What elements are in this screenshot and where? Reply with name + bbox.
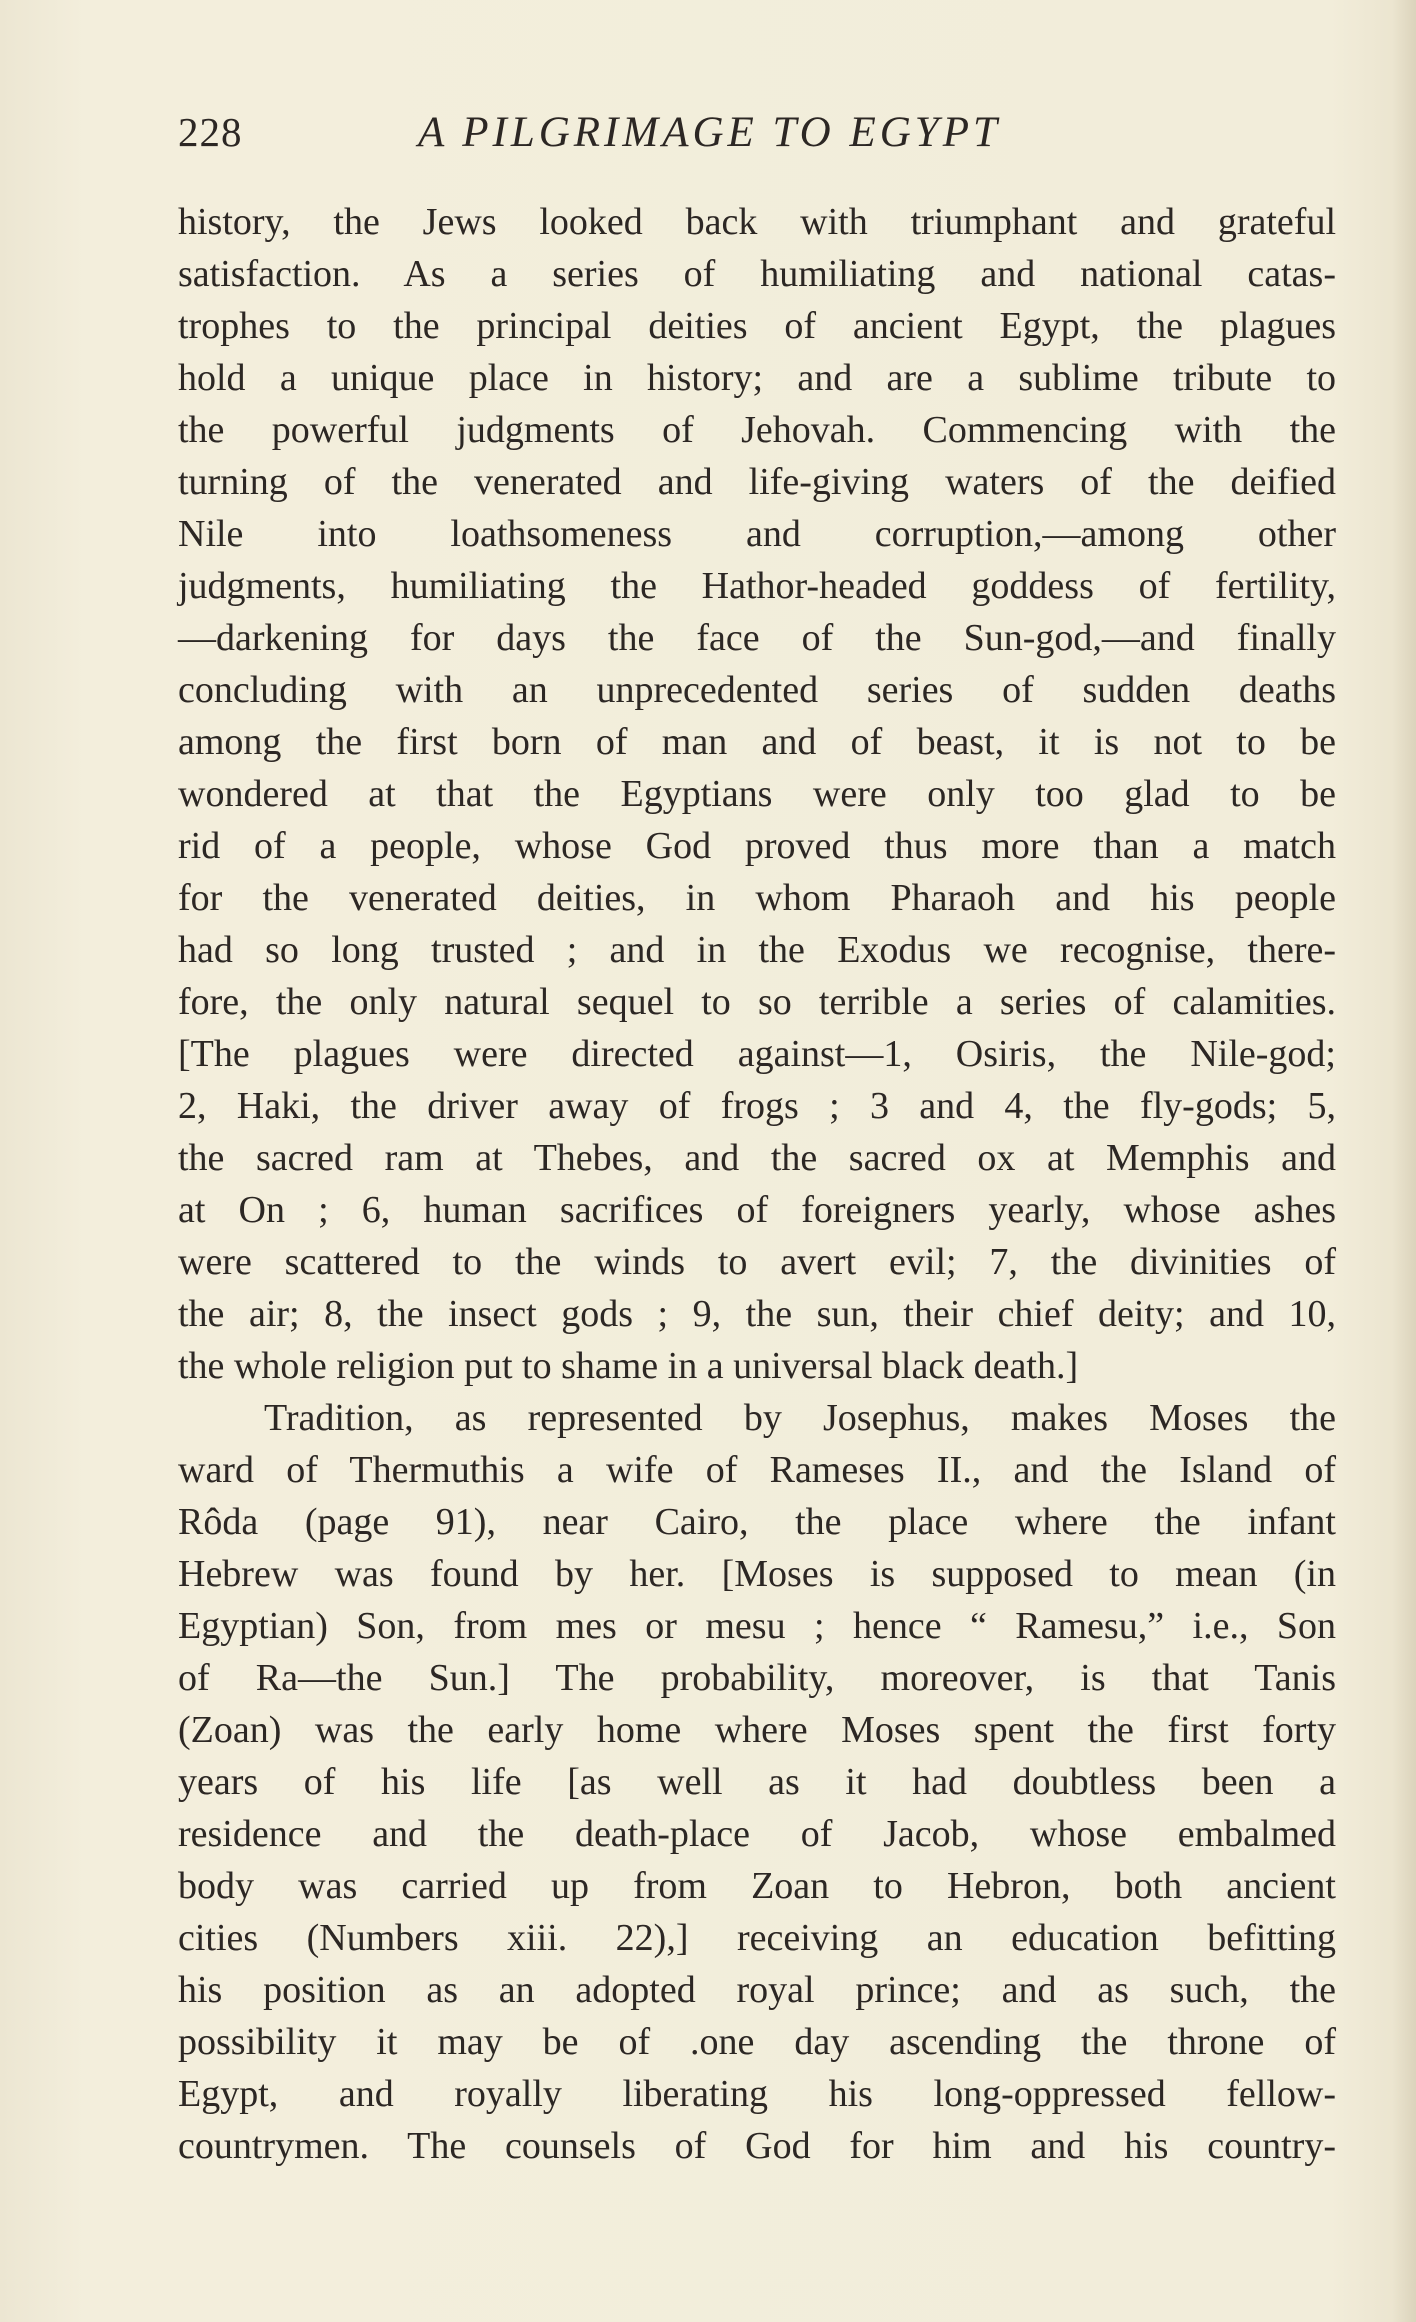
text-line: the sacred ram at Thebes, and the sacred ox at Memphis and — [178, 1137, 1336, 1179]
text-line: Nile into loathsomeness and corruption,—among other — [178, 513, 1336, 555]
text-line: ward of Thermuthis a wife of Rameses II., and the Island of — [178, 1449, 1336, 1491]
text-line: judgments, humiliating the Hathor-headed goddess of fertility, — [178, 565, 1336, 607]
text-line: residence and the death-place of Jacob, whose embalmed — [178, 1813, 1336, 1855]
text-line: the air; 8, the insect gods ; 9, the sun, their chief deity; and 10, — [178, 1293, 1336, 1335]
text-line: the powerful judgments of Jehovah. Commencing with the — [178, 409, 1336, 451]
text-line: Hebrew was found by her. [Moses is supposed to mean (in — [178, 1553, 1336, 1595]
text-line: possibility it may be of .one day ascending the throne of — [178, 2021, 1336, 2063]
text-line: his position as an adopted royal prince; and as such, the — [178, 1969, 1336, 2011]
running-header — [178, 108, 1338, 168]
text-line: history, the Jews looked back with triumphant and grateful — [178, 201, 1336, 243]
text-line: 2, Haki, the driver away of frogs ; 3 and 4, the fly-gods; 5, — [178, 1085, 1336, 1127]
text-line: [The plagues were directed against—1, Osiris, the Nile-god; — [178, 1033, 1336, 1075]
text-line: wondered at that the Egyptians were only too glad to be — [178, 773, 1336, 815]
text-line: —darkening for days the face of the Sun-god,—and finally — [178, 617, 1336, 659]
text-line: rid of a people, whose God proved thus more than a match — [178, 825, 1336, 867]
text-line: (Zoan) was the early home where Moses spent the first forty — [178, 1709, 1336, 1751]
text-line: turning of the venerated and life-giving waters of the deified — [178, 461, 1336, 503]
text-line: satisfaction. As a series of humiliating and national catas- — [178, 253, 1336, 295]
text-line: of Ra—the Sun.] The probability, moreover, is that Tanis — [178, 1657, 1336, 1699]
text-line: had so long trusted ; and in the Exodus we recognise, there- — [178, 929, 1336, 971]
text-line: at On ; 6, human sacrifices of foreigners yearly, whose ashes — [178, 1189, 1336, 1231]
text-line: for the venerated deities, in whom Pharaoh and his people — [178, 877, 1336, 919]
text-line: countrymen. The counsels of God for him and his country- — [178, 2125, 1336, 2167]
running-title: A PILGRIMAGE TO EGYPT — [418, 109, 1001, 156]
text-line: trophes to the principal deities of ancient Egypt, the plagues — [178, 305, 1336, 347]
text-line: Egyptian) Son, from mes or mesu ; hence “ Ramesu,” i.e., Son — [178, 1605, 1336, 1647]
body-text — [178, 196, 1336, 2172]
text-line: Rôda (page 91), near Cairo, the place where the infant — [178, 1501, 1336, 1543]
text-line: concluding with an unprecedented series of sudden deaths — [178, 669, 1336, 711]
text-line: cities (Numbers xiii. 22),] receiving an education befitting — [178, 1917, 1336, 1959]
text-line: among the first born of man and of beast, it is not to be — [178, 721, 1336, 763]
page-number: 228 — [178, 109, 243, 155]
text-line: Egypt, and royally liberating his long-oppressed fellow- — [178, 2073, 1336, 2115]
text-line: Tradition, as represented by Josephus, makes Moses the — [264, 1397, 1336, 1439]
text-line: hold a unique place in history; and are a sublime tribute to — [178, 357, 1336, 399]
text-line: the whole religion put to shame in a universal black death.] — [178, 1345, 1079, 1387]
text-line: body was carried up from Zoan to Hebron, both ancient — [178, 1865, 1336, 1907]
page-edge-shadow — [1392, 0, 1416, 2322]
text-line: years of his life [as well as it had doubtless been a — [178, 1761, 1336, 1803]
text-line: fore, the only natural sequel to so terrible a series of calamities. — [178, 981, 1336, 1023]
text-line: were scattered to the winds to avert evil; 7, the divinities of — [178, 1241, 1336, 1283]
